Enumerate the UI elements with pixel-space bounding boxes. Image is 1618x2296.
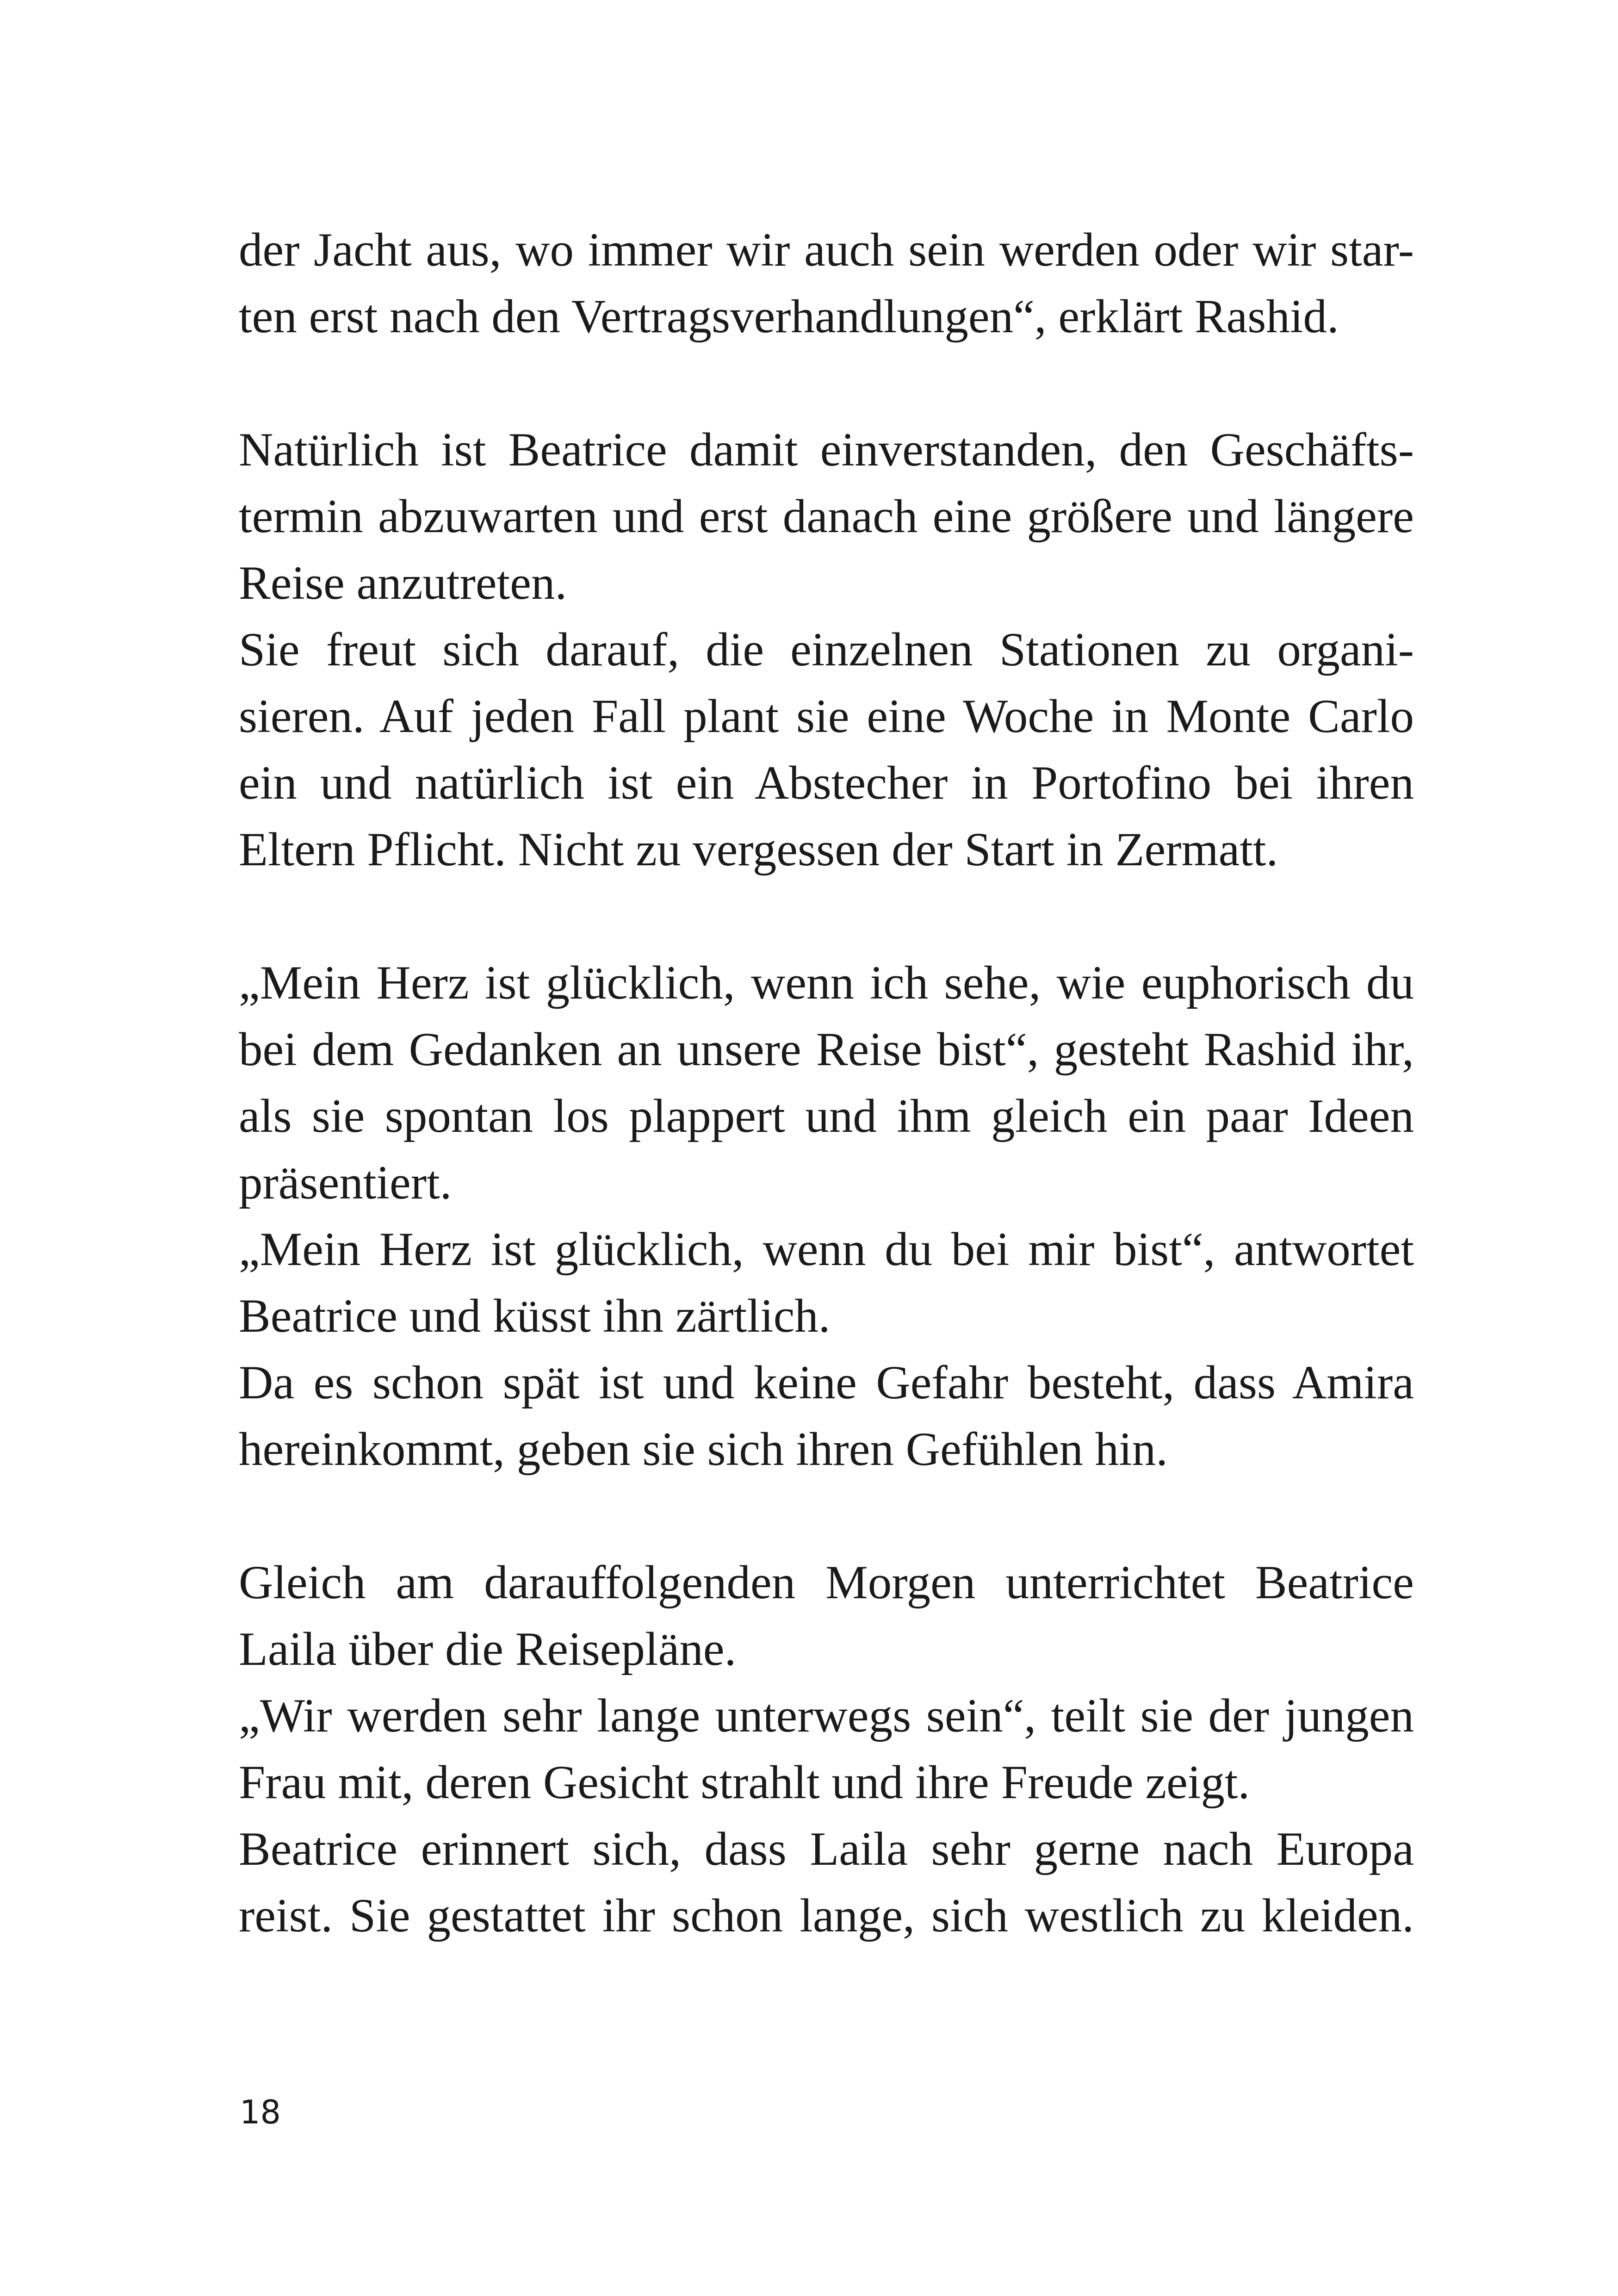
- text-line: Laila über die Reisepläne.: [239, 1623, 737, 1675]
- text-line: termin abzuwarten und erst danach eine größere und längere: [239, 490, 1414, 543]
- text-line: ein und natürlich ist ein Abstecher in Portofino bei ihren: [239, 757, 1414, 809]
- text-line: hereinkommt, geben sie sich ihren Gefühlen hin.: [239, 1423, 1168, 1476]
- text-line: der Jacht aus, wo immer wir auch sein werden oder wir star-: [239, 223, 1414, 276]
- text-line: „Mein Herz ist glücklich, wenn du bei mir bist“, antwortet: [239, 1223, 1414, 1276]
- text-line: Da es schon spät ist und keine Gefahr besteht, dass Amira: [239, 1356, 1414, 1409]
- text-line: ten erst nach den Vertragsverhandlungen“, erklärt Rashid.: [239, 290, 1339, 343]
- paragraph-4: [239, 1549, 1414, 1949]
- text-line: Sie freut sich darauf, die einzelnen Stationen zu organi-: [239, 623, 1414, 676]
- text-line: Frau mit, deren Gesicht strahlt und ihre Freude zeigt.: [239, 1756, 1250, 1809]
- text-line: reist. Sie gestattet ihr schon lange, sich westlich zu kleiden.: [239, 1889, 1414, 1942]
- paragraph-2: [239, 416, 1414, 883]
- text-line: Beatrice erinnert sich, dass Laila sehr gerne nach Europa: [239, 1823, 1414, 1875]
- text-line: „Mein Herz ist glücklich, wenn ich sehe, wie euphorisch du: [239, 956, 1414, 1009]
- paragraph-gap: [239, 883, 1414, 949]
- text-line: Natürlich ist Beatrice damit einverstanden, den Geschäfts-: [239, 423, 1414, 476]
- text-line: Beatrice und küsst ihn zärtlich.: [239, 1290, 831, 1342]
- paragraph-3: [239, 949, 1414, 1483]
- text-line: sieren. Auf jeden Fall plant sie eine Woche in Monte Carlo: [239, 690, 1414, 743]
- paragraph-1: [239, 217, 1414, 350]
- paragraph-gap: [239, 350, 1414, 416]
- text-line: präsentiert.: [239, 1156, 452, 1209]
- page-number: 18: [240, 2093, 281, 2131]
- text-line: als sie spontan los plappert und ihm gleich ein paar Ideen: [239, 1090, 1414, 1142]
- text-line: bei dem Gedanken an unsere Reise bist“, gesteht Rashid ihr,: [239, 1023, 1414, 1076]
- text-line: Eltern Pflicht. Nicht zu vergessen der Start in Zermatt.: [239, 823, 1278, 876]
- text-line: Reise anzutreten.: [239, 557, 567, 609]
- text-line: Gleich am darauffolgenden Morgen unterrichtet Beatrice: [239, 1556, 1414, 1609]
- paragraph-gap: [239, 1483, 1414, 1549]
- text-line: „Wir werden sehr lange unterwegs sein“, teilt sie der jungen: [239, 1689, 1414, 1742]
- body-text: [239, 217, 1414, 1949]
